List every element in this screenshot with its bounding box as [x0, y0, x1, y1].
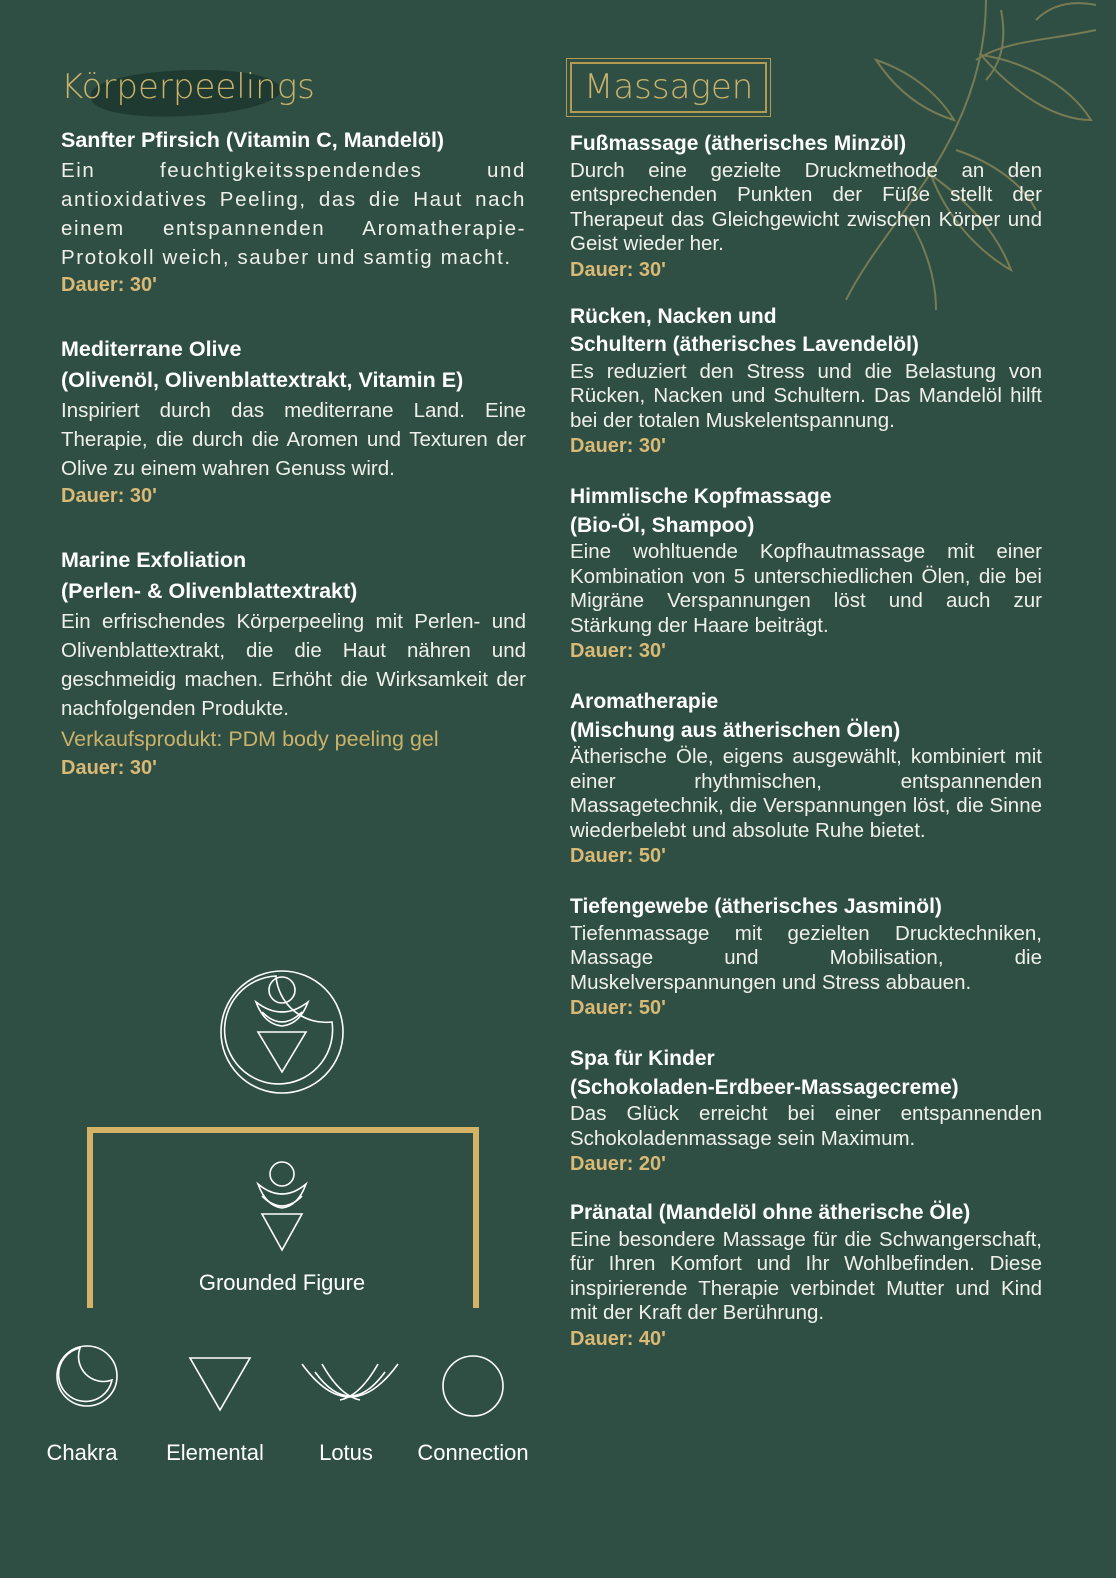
elemental-triangle-icon [190, 1358, 250, 1410]
logo-caption: Grounded Figure [198, 1270, 366, 1295]
treatment-item [570, 303, 1042, 460]
treatment-item [570, 130, 1042, 283]
symbol-label-chakra: Chakra [46, 1440, 118, 1465]
treatment-duration: Dauer: 30' [570, 435, 666, 458]
treatment-name: Pränatal (Mandelöl ohne ätherische Öle) [570, 1201, 971, 1225]
massages-column [570, 62, 1042, 1352]
treatment-subtitle: (Perlen- & Olivenblattextrakt) [61, 579, 358, 604]
treatment-item [570, 1199, 1042, 1352]
symbol-label-connection: Connection [417, 1440, 529, 1465]
treatment-name: Aromatherapie [570, 690, 719, 714]
treatment-duration: Dauer: 30' [61, 485, 157, 508]
treatment-description: Inspiriert durch das mediterrane Land. Eine Therapie, die durch die Aromen und Texturen der Olive zu einem wahren Genuss wird. [61, 399, 526, 481]
section-title-massagen: Massagen [570, 62, 767, 113]
treatment-duration: Dauer: 30' [570, 258, 666, 281]
treatment-name: Spa für Kinder [570, 1047, 715, 1071]
treatment-duration: Dauer: 30' [61, 757, 157, 780]
treatment-item [570, 893, 1042, 1021]
treatment-name: Marine Exfoliation [61, 548, 247, 573]
treatment-description: Ätherische Öle, eigens ausgewählt, kombiniert mit einer rhythmischen, entspannenden Massagetechnik, die Verspannungen löst, die Sinne wiederbelebt und absolute Ruhe bietet. [570, 745, 1042, 842]
treatment-duration: Dauer: 20' [570, 1153, 666, 1176]
symbol-label-lotus: Lotus [319, 1440, 373, 1465]
treatment-name: Fußmassage (ätherisches Minzöl) [570, 132, 907, 156]
sales-product: Verkaufsprodukt: PDM body peeling gel [61, 727, 439, 752]
treatment-description: Ein erfrischendes Körperpeeling mit Perlen- und Olivenblattextrakt, die die Haut nähren und geschmeidig machen. Erhöht die Wirksamkeit der nachfolgenden Produkte. [61, 610, 526, 721]
treatment-item [570, 688, 1042, 869]
treatment-item [570, 483, 1042, 664]
treatment-description: Tiefenmassage mit gezielten Drucktechniken, Massage und Mobilisation, die Muskelverspannungen und Stress abbauen. [570, 921, 1042, 994]
symbol-label-elemental: Elemental [166, 1440, 264, 1465]
treatment-name: Himmlische Kopfmassage [570, 485, 832, 509]
symbols-graphic [0, 960, 560, 1520]
treatment-item [570, 1045, 1042, 1177]
grounded-figure-icon [258, 1162, 306, 1250]
lotus-symbol-icon [302, 1364, 398, 1400]
treatment-description: Eine besondere Massage für die Schwangerschaft, für Ihren Komfort und Ihr Wohlbefinden. Diese inspirierende Therapie verbindet Mutter und Kind mit der Kraft der Berührung. [570, 1227, 1042, 1325]
treatment-duration: Dauer: 30' [570, 640, 666, 663]
treatment-item [61, 545, 526, 781]
chakra-symbol-icon [57, 1346, 117, 1406]
treatment-subtitle: (Olivenöl, Olivenblattextrakt, Vitamin E) [61, 368, 464, 393]
treatment-duration: Dauer: 50' [570, 997, 666, 1020]
section-title-koerperpeelings: Körperpeelings [61, 62, 315, 107]
treatment-item [61, 334, 526, 509]
treatment-duration: Dauer: 50' [570, 845, 666, 868]
body-peelings-column [61, 62, 526, 781]
treatment-description: Eine wohltuende Kopfhautmassage mit einer Kombination von 5 unterschiedlichen Ölen, die bei Migräne Verspannungen löst und auch zur Stärkung der Haare beiträgt. [570, 540, 1042, 637]
treatment-name: Mediterrane Olive [61, 337, 242, 362]
treatment-subtitle: (Bio-Öl, Shampoo) [570, 513, 755, 537]
treatment-description: Durch eine gezielte Druckmethode an den entsprechenden Punkten der Füße stellt der Therapeut das Gleichgewicht zwischen Körper und Geist wieder her. [570, 158, 1042, 256]
logo-and-symbols [0, 960, 560, 1520]
treatment-item [61, 125, 526, 298]
treatment-name: Rücken, Nacken und [570, 304, 777, 328]
treatment-name: Sanfter Pfirsich (Vitamin C, Mandelöl) [61, 128, 445, 153]
treatment-subtitle: Schultern (ätherisches Lavendelöl) [570, 333, 919, 357]
treatment-duration: Dauer: 30' [61, 274, 157, 297]
treatment-subtitle: (Mischung aus ätherischen Ölen) [570, 718, 901, 742]
treatment-description: Ein feuchtigkeitsspendendes und antioxidatives Peeling, das die Haut nach einem entspannenden Aromatherapie-Protokoll weich, sauber und samtig macht. [61, 159, 526, 270]
treatment-description: Es reduziert den Stress und die Belastung von Rücken, Nacken und Schultern. Das Mandelöl hilft bei der totalen Muskelentspannung. [570, 359, 1042, 432]
treatment-description: Das Glück erreicht bei einer entspannenden Schokoladenmassage sein Maximum. [570, 1102, 1042, 1150]
connection-circle-icon [443, 1356, 503, 1416]
chakra-logo [221, 971, 343, 1093]
treatment-name: Tiefengewebe (ätherisches Jasminöl) [570, 895, 942, 919]
treatment-duration: Dauer: 40' [570, 1327, 666, 1350]
treatment-subtitle: (Schokoladen-Erdbeer-Massagecreme) [570, 1075, 959, 1099]
